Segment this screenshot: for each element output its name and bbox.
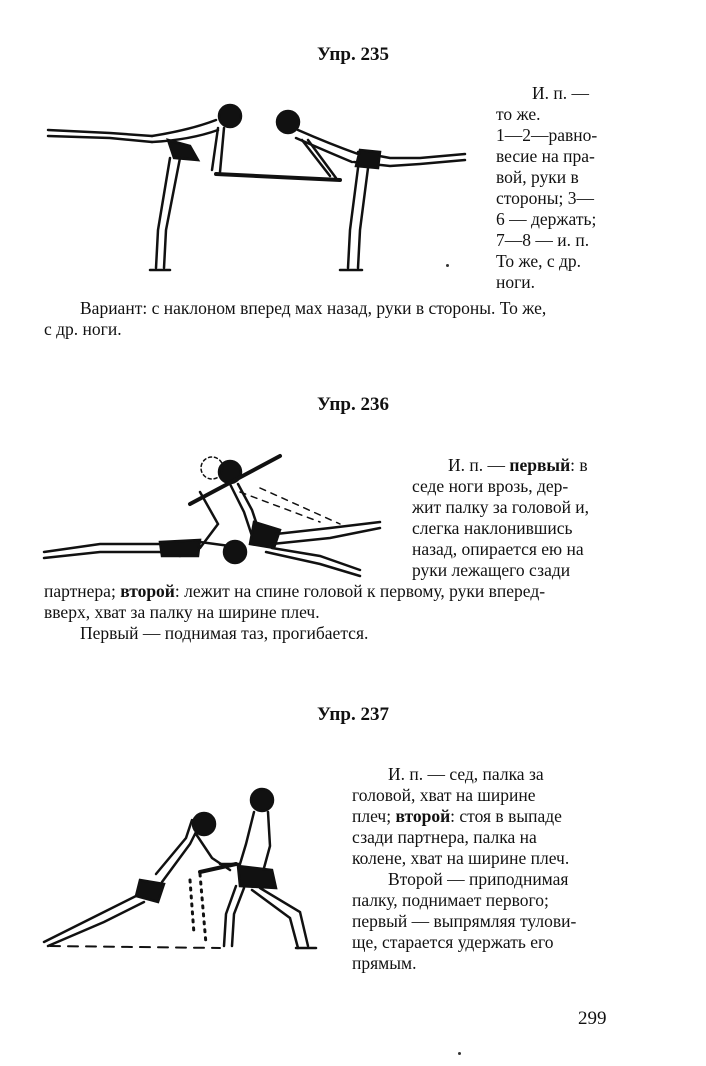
ex236-full-line-2: вверх, хват за палку на ширине плеч. [44, 602, 320, 622]
ex237-line-9: ще, старается удержать его [352, 932, 554, 952]
ex236-line-1-text: И. п. — [448, 455, 510, 475]
ex237-line-5: колене, хват на ширине плеч. [352, 848, 570, 868]
print-speck [446, 264, 449, 267]
exercise-236-full-text [44, 581, 610, 644]
ex236-full-line-3: Первый — поднимая таз, прогибается. [80, 623, 369, 643]
page-number: 299 [578, 1008, 607, 1029]
ex236-line-5: назад, опирается ею на [412, 539, 584, 559]
exercise-235-illustration [40, 100, 480, 280]
ex237-line-4: сзади партнера, палка на [352, 827, 537, 847]
exercise-235-text-column [496, 83, 610, 293]
ex236-line-1 [412, 455, 610, 476]
print-speck [458, 1052, 461, 1055]
ex237-line-7: палку, поднимает первого; [352, 890, 549, 910]
ex235-line-8: 7—8 — и. п. [496, 230, 590, 250]
ex237-line-3-text: плеч; [352, 806, 396, 826]
ex235-line-1: И. п. — [532, 83, 590, 103]
exercise-235-title: Упр. 235 [317, 44, 389, 65]
ex236-line-1-tail: : в [570, 455, 588, 475]
ex235-line-6: стороны; 3— [496, 188, 595, 208]
ex237-line-8: первый — выпрямляя тулови- [352, 911, 577, 931]
ex236-full-line-1 [44, 581, 610, 602]
ex236-line-3: жит палку за головой и, [412, 497, 590, 517]
ex236-second-bold: второй [120, 581, 175, 601]
ex236-full-line-1-text: партнера; [44, 581, 121, 601]
ex237-line-3 [352, 806, 610, 827]
ex235-line-3: 1—2—равно- [496, 125, 598, 145]
ex237-line-6: Второй — приподнимая [388, 869, 569, 889]
ex237-line-1: И. п. — сед, палка за [388, 764, 544, 784]
ex235-line-10: ноги. [496, 272, 536, 292]
exercise-236-text-column [412, 455, 610, 581]
ex236-line-6: руки лежащего сзади [412, 560, 571, 580]
ex235-variant-line-1: Вариант: с наклоном вперед мах назад, руки в стороны. То же, [80, 298, 547, 318]
ex235-line-2: то же. [496, 104, 541, 124]
ex235-line-9: То же, с др. [496, 251, 582, 271]
exercise-237-title: Упр. 237 [317, 704, 389, 725]
exercise-235-variant [44, 298, 610, 340]
ex236-full-line-1-tail: : лежит на спине головой к первому, руки вперед- [174, 581, 546, 601]
exercise-237-illustration [40, 784, 350, 954]
ex235-variant-line-2: с др. ноги. [44, 319, 122, 339]
exercise-237-text-column [352, 764, 610, 974]
ex237-line-10: прямым. [352, 953, 417, 973]
ex235-line-5: вой, руки в [496, 167, 579, 187]
ex236-line-2: седе ноги врозь, дер- [412, 476, 569, 496]
ex237-line-2: головой, хват на ширине [352, 785, 536, 805]
ex237-line-3-tail: : стоя в выпаде [450, 806, 562, 826]
ex237-second-bold: второй [395, 806, 451, 826]
ex236-first-bold: первый [509, 455, 571, 475]
ex235-line-4: весие на пра- [496, 146, 595, 166]
ex235-line-7: 6 — держать; [496, 209, 597, 229]
exercise-236-illustration [40, 452, 400, 582]
exercise-236-title: Упр. 236 [317, 394, 389, 415]
ex236-line-4: слегка наклонившись [412, 518, 573, 538]
